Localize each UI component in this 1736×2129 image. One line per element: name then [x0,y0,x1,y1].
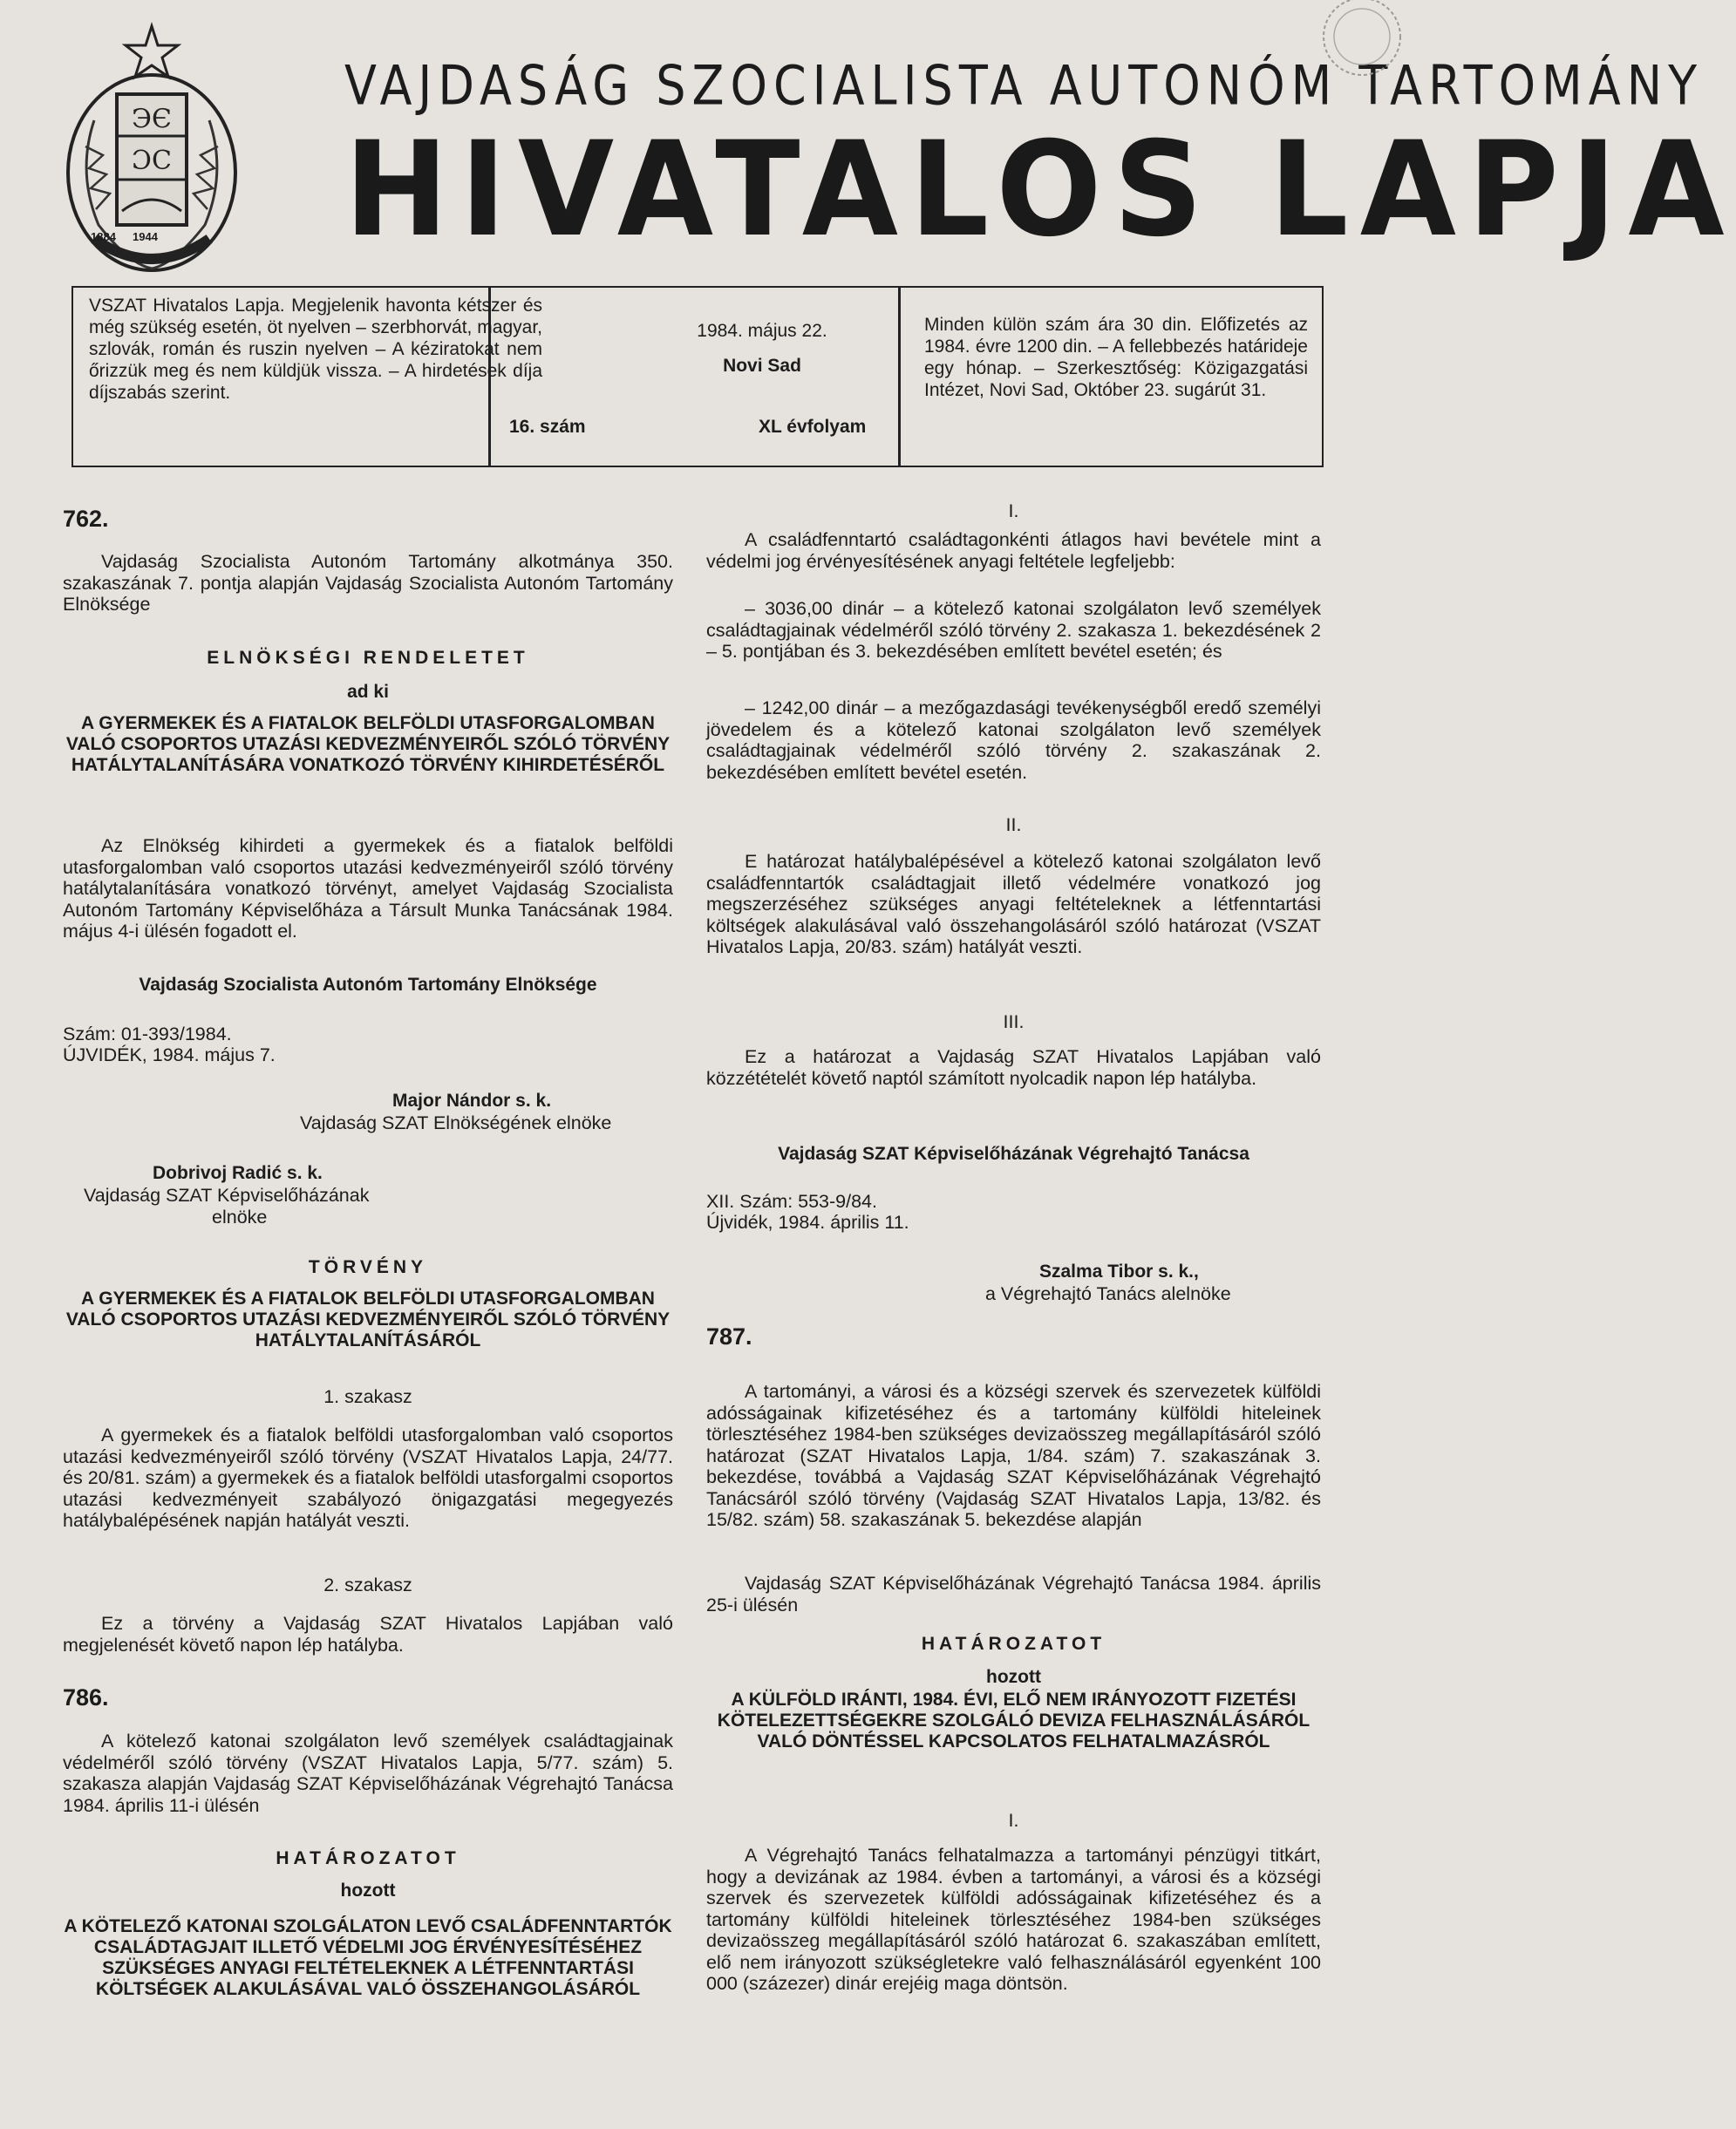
article-787-intro: A tartományi, a városi és a községi szervek és szervezetek külföldi adósságainak kifizetéséhez és a tartomány külföldi hiteleinek törlesztéséhez 1984-ben szükséges devizaösszeg megállapításáról szóló határozat (SZAT Hivatalos Lapja, 1/84. szám) 7. szakaszának 3. bekezdése, továbbá a Vajdaság SZAT Képviselőházának Végrehajtó Tanácsáról szóló törvény (Vajdaság SZAT Hivatalos Lapja, 13/82. és 15/82. szám) 58. szakaszának 5. bekezdése alapján [706,1381,1321,1530]
article-number-762: 762. [63,506,109,532]
decision-787-section-i-label: I. [1008,1810,1019,1831]
section-i-label: I. [1008,500,1019,521]
publication-notice: VSZAT Hivatalos Lapja. Megjelenik havonta kétszer és még szükség esetén, öt nyelven – szerbhorvát, magyar, szlovák, román és ruszin nyelven – A kéziratokat nem őrizzük meg és nem küldjük vissza. – A hirdetések díja díjszabás szerint. [89,296,542,403]
volume-year: XL évfolyam [759,417,867,437]
decree-body: Az Elnökség kihirdeti a gyermekek és a fiatalok belföldi utasforgalomban való csoportos utazási kedvezményeiről szóló törvény hatálytalanítására vonatkozó törvényt, amelyet Vajdaság Szocialista Autonóm Tartomány Képviselőháza a Társult Munka Tanácsának 1984. május 4-i ülésén fogadott el. [63,835,673,942]
article-786-intro: A kötelező katonai szolgálaton levő személyek családtagjainak védelméről szóló törvény (VSZAT Hivatalos Lapja, 5/77. szám) 5. szakasza alapján Vajdaság SZAT Képviselőházának Végrehajtó Tanácsa 1984. április 11-i ülésén [63,1731,673,1816]
signer-szalma-tibor-title: a Végrehajtó Tanács alelnöke [985,1283,1231,1304]
decision-786-place-date: Újvidék, 1984. április 11. [706,1212,909,1233]
decision-787-title: A KÜLFÖLD IRÁNTI, 1984. ÉVI, ELŐ NEM IRÁNYOZOTT FIZETÉSI KÖTELEZETTSÉGEKRE SZOLGÁLÓ DEVIZA FELHASZNÁLÁSÁRÓL VALÓ DÖNTÉSSEL KAPCSOLATOS FELHATALMAZÁSRÓL [717,1690,1311,1751]
signer-dobrivoj-radic: Dobrivoj Radić s. k. [153,1163,323,1183]
emblem-year-left: 1884 [91,230,116,243]
emblem-year-right: 1944 [133,230,158,243]
article-number-787: 787. [706,1323,752,1350]
section-2-label: 2. szakasz [323,1575,412,1595]
section-i-text: A családfenntartó családtagonkénti átlagos havi bevétele mint a védelmi jog érvényesítésének anyagi feltétele legfeljebb: [706,529,1321,572]
section-1-label: 1. szakasz [323,1386,412,1407]
coat-of-arms-emblem [59,24,244,286]
masthead-subtitle: VAJDASÁG SZOCIALISTA AUTONÓM TARTOMÁNY [344,54,1704,118]
section-2-text: Ez a törvény a Vajdaság SZAT Hivatalos Lapjában való megjelenését követő napon lép hatályba. [63,1613,673,1656]
article-787-intro-2: Vajdaság SZAT Képviselőházának Végrehajtó Tanácsa 1984. április 25-i ülésén [706,1573,1321,1615]
decision-787-section-i-text: A Végrehajtó Tanács felhatalmazza a tartományi pénzügyi titkárt, hogy a devizának az 1984. évben a tartományi, a városi és a községi szervek és szervezetek külföldi adósságainak kifizetéséhez és a tartomány külföldi hiteleinek törlesztéséhez 1984-ben szükséges devizaösszeg megállapításáról szóló határozat 6. szakaszában említett, elő nem irányozott szükségletekre való felhasználásáról egyenként 100 000 (százezer) dinár erejéig maga döntsön. [706,1845,1321,1994]
law-title: A GYERMEKEK ÉS A FIATALOK BELFÖLDI UTASFORGALOMBAN VALÓ CSOPORTOS UTAZÁSI KEDVEZMÉNYEIRŐL SZÓLÓ TÖRVÉNY HATÁLYTALANÍTÁSÁRÓL [65,1289,671,1350]
signer-szalma-tibor: Szalma Tibor s. k., [1039,1262,1199,1282]
decree-place-date: ÚJVIDÉK, 1984. május 7. [63,1044,276,1065]
section-1-text: A gyermekek és a fiatalok belföldi utasforgalomban való csoportos utazási kedvezményeiről szóló törvény (VSZAT Hivatalos Lapja, 24/77. és 20/81. szám) a gyermekek és a fiatalok belföldi utasforgalmi csoportos utazási kedvezményeit szabályozó önigazgatási megegyezés hatálybalépésének napján hatályát veszti. [63,1425,673,1531]
info-box-divider [898,288,901,466]
svg-text:ЭЄ: ЭЄ [132,104,172,134]
decision-786-issuer: Vajdaság SZAT Képviselőházának Végrehajtó Tanácsa [778,1144,1249,1164]
signer-major-nandor: Major Nándor s. k. [392,1091,552,1111]
issue-date: 1984. május 22. [697,321,827,341]
article-762-intro: Vajdaság Szocialista Autonóm Tartomány alkotmánya 350. szakaszának 7. pontja alapján Vajdaság Szocialista Autonóm Tartomány Elnöksége [63,551,673,615]
income-limit-item-2: – 1242,00 dinár – a mezőgazdasági tevékenységből eredő személyi jövedelem és a kötelező katonai szolgálaton levő személyek családtagjainak védelméről szóló törvény 2. szakaszának 2. bekezdésében említett bevétel esetén. [706,697,1321,783]
decree-reference-number: Szám: 01-393/1984. [63,1024,232,1044]
subscription-info: Minden külön szám ára 30 din. Előfizetés az 1984. évre 1200 din. – A fellebbezés határideje egy hónap. – Szerkesztőség: Közigazgatási Intézet, Novi Sad, Október 23. sugárút 31. [924,315,1308,400]
svg-text:ƆC: ƆC [132,146,172,176]
section-ii-text: E határozat hatálybalépésével a kötelező katonai szolgálaton levő családfenntartók családtagjait illető védelmére vonatkozó jog megszerzéséhez szükséges anyagi feltételeknek a létfenntartási költségek alakulásával való összehangolásáról szóló határozat (VSZAT Hivatalos Lapja, 20/83. szám) hatályát veszti. [706,851,1321,957]
decree-title: A GYERMEKEK ÉS A FIATALOK BELFÖLDI UTASFORGALOMBAN VALÓ CSOPORTOS UTAZÁSI KEDVEZMÉNYEIRŐL SZÓLÓ TÖRVÉNY HATÁLYTALANÍTÁSÁRA VONATKOZÓ TÖRVÉNY KIHIRDETÉSÉRŐL [65,713,671,775]
issue-number: 16. szám [509,417,586,437]
decision-type-heading: HATÁROZATOT [276,1848,460,1868]
decision-hozott: hozott [340,1881,396,1901]
signer-dobrivoj-radic-title-2: elnöke [212,1207,268,1228]
masthead-title: HIVATALOS LAPJA [344,114,1736,266]
decree-issuer: Vajdaság Szocialista Autonóm Tartomány Elnöksége [139,975,597,995]
article-number-786: 786. [63,1684,109,1711]
decree-type-heading: ELNÖKSÉGI RENDELETET [207,648,529,668]
publication-info-box [71,286,1324,467]
decision-786-title: A KÖTELEZŐ KATONAI SZOLGÁLATON LEVŐ CSALÁDFENNTARTÓK CSALÁDTAGJAIT ILLETŐ VÉDELMI JOG ÉRVÉNYESÍTÉSÉHEZ SZÜKSÉGES ANYAGI FELTÉTELEKNEK A LÉTFENNTARTÁSI KÖLTSÉGEK ALAKULÁSÁVAL VALÓ ÖSSZEHANGOLÁSÁRÓL [64,1916,672,1999]
decision-786-reference-number: XII. Szám: 553-9/84. [706,1191,877,1212]
law-type-heading: TÖRVÉNY [308,1257,428,1277]
section-ii-label: II. [1005,814,1022,835]
library-stamp [1308,0,1395,96]
signer-dobrivoj-radic-title: Vajdaság SZAT Képviselőházának [84,1185,370,1206]
decree-ad-ki: ad ki [347,682,389,702]
decision-787-hozott: hozott [986,1667,1041,1687]
section-iii-text: Ez a határozat a Vajdaság SZAT Hivatalos Lapjában való közzétételét követő naptól számított nyolcadik napon lép hatályba. [706,1046,1321,1089]
decision-787-type-heading: HATÁROZATOT [921,1634,1106,1654]
section-iii-label: III. [1003,1011,1025,1032]
signer-major-nandor-title: Vajdaság SZAT Elnökségének elnöke [300,1112,612,1133]
income-limit-item-1: – 3036,00 dinár – a kötelező katonai szolgálaton levő személyek családtagjainak védelméről szóló törvény 2. szakasza 1. bekezdésének 2 – 5. pontjában és 3. bekezdésében említett bevétel esetén; és [706,598,1321,662]
issue-place: Novi Sad [723,356,801,376]
